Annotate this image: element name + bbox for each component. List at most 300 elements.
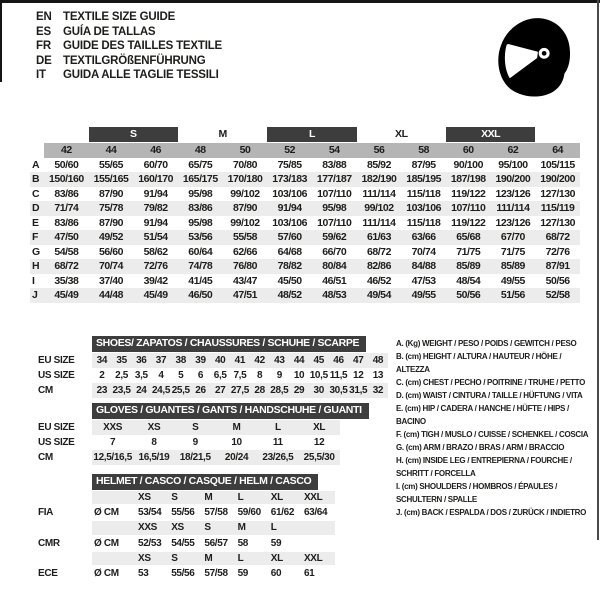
size-value-cell: 31,5 [349,384,368,396]
size-number-cell: 60 [446,143,491,158]
size-value-cell: 10,5 [309,369,328,381]
measurement-value-cell: 84/88 [401,259,446,274]
language-row [36,54,222,69]
measurement-value-cell: 68/72 [44,259,89,274]
language-code: IT [36,69,46,82]
size-value-cell: 40 [210,353,230,368]
measurement-value-cell: 68/72 [366,245,391,258]
legend-item: E. (cm) HIP / CADERA / HANCHE / HÜFTE / HIPS / BACINO [396,404,569,426]
measurement-value-cell: 107/110 [317,216,352,229]
measurement-value-cell: 111/114 [362,187,396,200]
measurement-value-cell: 68/72 [535,230,580,245]
size-value-cell: 24 [131,383,151,398]
size-value-cell: XXS [92,420,133,435]
measurement-value-cell: 115/119 [535,201,580,216]
measurement-value-cell: 50/56 [545,274,570,287]
textile-size-table [30,127,580,303]
measurement-value-cell: 150/160 [44,172,89,187]
size-value-cell: 18/21,5 [175,450,216,465]
measurement-row-label: G [32,245,40,258]
size-value-cell: 23 [92,383,112,398]
measurement-value-cell: 87/90 [98,187,124,200]
size-value-cell: 12,5/16,5 [93,451,132,463]
gloves-section-header [30,403,369,419]
size-row-cm [30,450,340,465]
unit-spacer-cell [92,491,136,505]
measurement-value-cell: 44/48 [89,288,134,303]
measurement-value-cell: 91/94 [143,187,168,200]
measurement-value-cell: 115/118 [406,187,441,200]
size-number-cell: 62 [491,143,536,158]
measurement-row-label: E [32,216,39,229]
size-group-empty-cell [44,127,89,143]
measurement-value-cell: 65/75 [188,158,213,171]
shoes-section-title: SHOES/ ZAPATOS / CHAUSSURES / SCHUHE / SCARPE [92,336,366,352]
helmet-size-label-cell: XS [169,521,202,535]
size-value-cell: 28,5 [270,384,289,396]
measurement-value-cell: 170/180 [223,172,268,187]
measurement-value-cell: 95/98 [188,187,213,200]
measurement-value-cell: 72/76 [133,259,178,274]
size-value-cell: 32 [368,383,388,398]
measurement-value-cell: 127/130 [540,216,576,229]
measurement-value-cell: 91/94 [143,216,168,229]
language-row [36,39,222,54]
measurement-value-cell: 46/50 [178,288,223,303]
measurement-value-cell: 115/118 [406,216,441,229]
measurement-row-h [30,259,580,274]
size-row-eu-size [30,353,388,368]
row-label: EU SIZE [38,421,75,433]
size-value-cell: 7,5 [233,369,247,381]
measurement-value-cell: 80/84 [312,259,357,274]
measurement-value-cell: 85/92 [366,158,391,171]
shoes-size-table [30,353,388,398]
measurement-value-cell: 91/94 [267,201,312,216]
measurement-row-d [30,201,580,216]
measurement-row-c [30,187,580,202]
helmet-size-value-cell: 63/64 [303,507,328,518]
measurement-value-cell: 111/114 [491,201,536,216]
row-label: EU SIZE [38,354,75,366]
size-value-cell: 12 [352,369,364,381]
helmet-size-value-cell: 58 [237,537,248,549]
size-value-cell: 3,5 [134,369,148,381]
unit-label-cell: Ø CM [94,568,119,579]
measurement-value-cell: 99/102 [230,216,260,229]
measurement-value-cell: 107/110 [317,187,352,200]
legend-item: H. (cm) INSIDE LEG / ENTREPIERNA / FOURCHE / SCHRITT / FORCELLA [396,456,572,478]
measurement-value-cell: 87/90 [98,216,124,229]
measurement-value-cell: 87/90 [223,201,268,216]
size-value-cell: 9 [276,369,282,381]
helmet-size-value-cell: 61/62 [270,507,295,518]
measurement-value-cell: 190/200 [535,172,580,187]
measurement-value-cell: 72/76 [545,245,570,258]
size-group-empty-cell [535,127,580,143]
measurement-value-cell: 46/51 [322,274,347,287]
size-number-cell: 52 [267,143,312,158]
measurement-value-cell: 160/170 [133,172,178,187]
size-value-cell: 2,5 [115,369,128,381]
measurement-value-cell: 45/49 [44,288,89,303]
helmet-size-value-cell: 53 [138,568,149,579]
unit-label-cell: Ø CM [94,537,119,549]
language-code: DE [36,54,52,67]
row-label: US SIZE [38,436,75,448]
language-row [36,10,222,25]
legend-item: A. (Kg) WEIGHT / PESO / POIDS / GEWITCH / PESO [396,339,577,348]
measurement-value-cell: 60/64 [188,245,213,258]
measurement-value-cell: 49/55 [401,288,446,303]
size-value-cell: 43 [269,353,289,368]
measurement-value-cell: 82/86 [357,259,402,274]
size-value-cell: 46 [329,353,349,368]
measurement-value-cell: 95/98 [188,216,213,229]
measurement-row-label: C [32,187,40,200]
language-title: TEXTILGRÖßENFÜHRUNG [63,54,206,67]
size-number-cell: 54 [312,143,357,158]
size-number-cell: 64 [535,143,580,158]
size-number-cell: 56 [357,143,402,158]
measurement-value-cell: 99/102 [230,187,260,200]
measurement-value-cell: 67/70 [491,230,536,245]
measurement-value-cell: 48/53 [312,288,357,303]
measurement-value-cell: 111/114 [362,216,396,229]
row-label: US SIZE [38,369,75,381]
gloves-size-table [30,420,340,465]
size-group-cell-l: L [267,127,356,143]
helmet-size-value-cell: 59 [237,568,248,579]
measurement-value-cell: 123/126 [495,216,531,229]
size-value-cell: M [216,420,257,435]
unit-label-cell: Ø CM [94,507,119,518]
size-value-cell: 36 [131,353,151,368]
helmet-size-value-cell: 60 [270,568,282,579]
size-group-cell-m: M [178,127,267,143]
measurement-value-cell: 103/106 [401,201,446,216]
helmet-size-label-cell: M [236,521,269,535]
measurement-value-cell: 85/89 [446,259,491,274]
row-label: CM [38,384,53,396]
helmet-size-label-cell: L [269,521,302,535]
measurement-row-label: F [30,230,44,245]
helmet-size-value-cell: 56/57 [204,537,228,549]
right-border-line [597,0,599,540]
measurement-row-label: J [30,288,44,303]
size-value-cell: 30 [309,383,329,398]
size-value-cell: XS [133,420,174,435]
size-number-cell: 48 [178,143,223,158]
measurement-value-cell: 85/89 [491,259,536,274]
size-number-cell: 58 [401,143,446,158]
measurement-value-cell: 66/70 [322,245,347,258]
legend-item: F. (cm) TIGH / MUSLO / CUISSE / SCHENKEL / COSCIA [396,430,589,439]
measurement-value-cell: 105/115 [540,158,575,171]
top-border-line [0,0,600,3]
size-value-cell: 39 [191,353,211,368]
size-group-cell-s: S [89,127,178,143]
size-value-cell: 23/26,5 [257,450,298,465]
measurement-value-cell: 127/130 [540,187,576,200]
measurement-value-cell: 90/100 [453,158,483,171]
helmet-size-section [30,474,335,582]
size-group-cell-xl: XL [357,127,446,143]
language-code: ES [36,25,51,38]
measurement-value-cell: 79/82 [133,201,178,216]
helmet-size-label-cell: S [169,552,202,566]
measurement-row-i [30,274,580,289]
measurement-value-cell: 123/126 [495,187,531,200]
measurement-value-cell: 70/74 [411,245,436,258]
row-label-spacer-cell [30,491,92,505]
shoes-section-header [30,336,388,352]
measurement-value-cell: 43/47 [232,274,257,287]
measurement-value-cell: 57/60 [267,230,312,245]
helmet-size-label-cell: S [169,491,202,505]
measurement-value-cell: 83/86 [54,187,79,200]
size-value-cell: 9 [192,436,198,448]
measurement-value-cell: 71/74 [44,201,89,216]
helmet-size-label-cell: XS [136,491,169,505]
measurement-value-cell: 55/65 [98,158,124,171]
size-value-cell: 16,5/19 [133,450,174,465]
size-value-cell: 27,5 [230,384,249,396]
size-value-cell: 29 [289,383,309,398]
standard-label-cmr: CMR [38,537,60,549]
helmet-size-label-cell: XL [269,552,302,566]
row-label-spacer-cell [30,521,92,535]
helmet-size-label-cell: M [202,552,235,566]
size-value-cell: 27 [210,383,230,398]
size-value-cell: 24,5 [151,384,171,396]
measurement-value-cell: 35/38 [54,274,79,287]
measurement-value-cell: 182/190 [357,172,402,187]
helmet-size-value-cell: 54/55 [171,537,195,549]
helmet-size-value-cell: 53/54 [138,507,162,518]
measurement-value-cell: 78/82 [267,259,312,274]
measurement-value-cell: 83/86 [178,201,223,216]
measurement-value-cell: 53/56 [178,230,223,245]
measurement-value-cell: 83/88 [322,158,347,171]
size-number-cell: 46 [133,143,178,158]
size-row-us-size [30,368,388,383]
measurement-value-cell: 59/62 [312,230,357,245]
measurement-row-label: D [30,201,44,216]
measurement-value-cell: 49/54 [357,288,402,303]
measurement-value-cell: 45/49 [133,288,178,303]
size-value-cell: 7 [110,436,116,448]
helmet-size-label-cell: L [236,491,269,505]
size-value-cell: 48 [368,353,388,368]
measurement-value-cell: 71/75 [456,245,481,258]
row-label-spacer-cell [30,143,44,158]
size-value-cell: 11,5 [329,369,348,381]
measurement-value-cell: 173/183 [267,172,312,187]
legend-item: I. (cm) SHOULDERS / HOMBROS / ÉPAULES / SCHULTERN / SPALLE [396,482,558,504]
measurement-value-cell: 55/58 [223,230,268,245]
measurement-value-cell: 64/68 [277,245,302,258]
size-value-cell: 8 [257,369,263,381]
measurement-row-label: I [32,274,35,287]
size-value-cell: 35 [112,353,132,368]
gloves-size-section [30,403,369,465]
size-value-cell: 10 [231,436,242,448]
helmet-section-title: HELMET / CASCO / CASQUE / HELM / CASCO [92,474,318,490]
measurement-value-cell: 41/45 [188,274,213,287]
helmet-section-header [30,474,335,490]
size-number-header-row [30,143,580,158]
size-value-cell: 11 [272,436,283,448]
helmet-size-label-cell: XXS [136,521,169,535]
size-number-cell: 44 [89,143,134,158]
unit-spacer-cell [92,521,136,535]
measurement-value-cell: 103/106 [272,216,308,229]
measurement-value-cell: 76/80 [223,259,268,274]
measurement-value-cell: 56/60 [98,245,124,258]
measurement-value-cell: 165/175 [178,172,223,187]
helmet-size-value-cell [302,535,335,552]
size-value-cell: 44 [289,353,309,368]
measurement-value-cell: 62/66 [232,245,257,258]
size-value-cell: 20/24 [216,450,257,465]
size-value-cell: 23,5 [112,384,131,396]
measurement-value-cell: 99/102 [357,201,402,216]
helmet-size-label-cell [302,521,335,535]
size-value-cell: XL [298,420,339,435]
measurement-value-cell: 87/91 [535,259,580,274]
measurement-value-cell: 95/100 [498,158,528,171]
size-value-cell: 30,5 [329,384,348,396]
measurement-value-cell: 50/60 [54,158,79,171]
legend-item: G. (cm) ARM / BRAZO / BRAS / ARM / BRACCIO [396,443,565,452]
unit-spacer-cell [92,552,136,566]
helmet-size-label-cell: XXL [302,552,335,566]
helmet-size-label-cell: XXL [302,491,335,505]
size-value-cell: 45 [309,353,329,368]
measurement-value-cell: 51/56 [491,288,536,303]
measurement-value-cell: 54/58 [54,245,79,258]
measurement-value-cell: 190/200 [491,172,536,187]
language-code: FR [36,40,51,53]
measurement-value-cell: 70/80 [232,158,257,171]
measurement-value-cell: 48/52 [267,288,312,303]
size-row-cm [30,383,388,398]
measurement-value-cell: 47/51 [223,288,268,303]
helmet-size-label-cell: M [202,491,235,505]
size-value-cell: 42 [250,353,270,368]
size-group-cell-xxl: XXL [446,127,535,143]
measurement-value-cell: 75/85 [277,158,302,171]
measurement-row-label: A [32,158,40,171]
language-title: TEXTILE SIZE GUIDE [63,11,176,23]
helmet-size-value-cell: 55/56 [171,507,195,518]
helmet-size-value-cell: 59/60 [237,507,261,518]
measurement-row-label: B [30,172,44,187]
measurement-value-cell: 155/165 [89,172,134,187]
size-value-cell: 6 [197,369,204,381]
measurement-value-cell: 65/68 [446,230,491,245]
racing-helmet-icon [495,12,573,104]
size-value-cell: 10 [293,369,305,381]
helmet-value-row-ece [30,565,335,582]
measurement-row-label: H [30,259,44,274]
helmet-size-value-cell: 59 [270,537,282,549]
size-value-cell: 5 [178,369,184,381]
row-label-spacer-cell [30,552,92,566]
measurement-value-cell: 95/98 [312,201,357,216]
measurement-value-cell: 49/55 [500,274,525,287]
size-value-cell: 37 [151,353,171,368]
measurement-value-cell: 83/86 [54,216,79,229]
size-number-cell: 42 [44,143,89,158]
language-title: GUÍA DE TALLAS [63,25,156,38]
helmet-value-row-cmr [30,535,335,552]
measurement-row-j [30,288,580,303]
size-value-cell: 25,5 [171,384,190,396]
row-label: CM [38,451,53,463]
measurement-value-cell: 46/52 [366,274,391,287]
measurement-value-cell: 71/75 [500,245,525,258]
measurement-value-cell: 63/66 [401,230,446,245]
size-value-cell: 13 [372,369,384,381]
measurement-value-cell: 47/53 [411,274,436,287]
measurement-legend [396,337,595,519]
measurement-row-f [30,230,580,245]
size-value-cell: 28 [250,383,270,398]
size-value-cell: 26 [191,383,211,398]
measurement-value-cell: 39/42 [143,274,168,287]
measurement-value-cell: 52/58 [535,288,580,303]
language-row [36,25,222,40]
measurement-value-cell: 60/70 [143,158,168,171]
left-border-line [0,0,2,82]
size-value-cell: 4 [158,369,164,381]
helmet-size-value-cell: 52/53 [138,537,162,549]
measurement-value-cell: 47/50 [44,230,89,245]
size-value-cell: 41 [230,353,250,368]
size-value-cell: 8 [151,436,157,448]
helmet-value-row-fia [30,504,335,521]
legend-item: D. (cm) WAIST / CINTURA / TAILLE / HÜFTUNG / VITA [396,391,583,400]
measurement-value-cell: 58/62 [143,245,168,258]
helmet-size-label-cell: S [202,521,235,535]
measurement-value-cell: 187/198 [446,172,491,187]
size-value-cell: 2 [99,369,105,381]
size-value-cell: S [175,420,216,435]
measurement-value-cell: 49/52 [89,230,134,245]
measurement-value-cell: 103/106 [272,187,308,200]
standard-label-fia: FIA [38,507,54,518]
measurement-value-cell: 119/122 [451,216,486,229]
legend-item: J. (cm) BACK / ESPALDA / DOS / ZURÜCK / INDIETRO [396,508,587,517]
size-value-cell: 25,5/30 [298,450,339,465]
language-title: GUIDE DES TAILLES TEXTILE [63,40,222,53]
size-value-cell: L [257,420,298,435]
size-value-cell: 47 [348,353,368,368]
gloves-section-title: GLOVES / GUANTES / GANTS / HANDSCHUHE / GUANTI [92,403,369,419]
helmet-size-value-cell: 57/58 [204,568,228,579]
size-group-header-row [30,127,580,143]
measurement-row-a [30,158,580,173]
measurement-row-b [30,172,580,187]
helmet-size-value-cell: 61 [303,568,315,579]
helmet-size-label-cell: XS [136,552,169,566]
measurement-value-cell: 48/54 [456,274,481,287]
size-value-cell: 12 [313,436,325,448]
size-value-cell: 38 [171,353,191,368]
measurement-value-cell: 70/74 [89,259,134,274]
